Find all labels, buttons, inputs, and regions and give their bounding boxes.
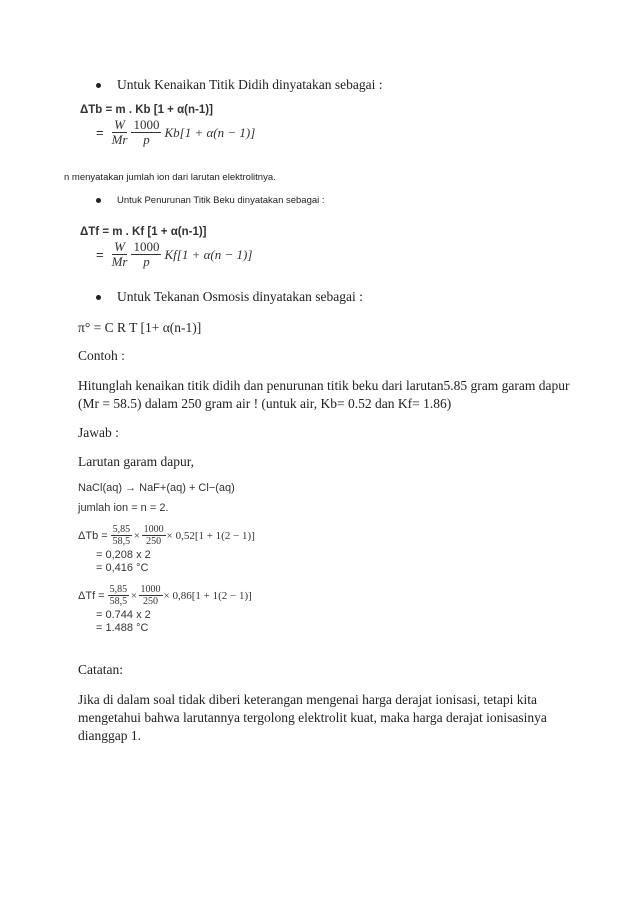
bullet-item-osmosis — [96, 289, 363, 305]
fraction-mass-mr — [111, 524, 133, 547]
catatan-heading: Catatan: — [78, 662, 123, 677]
fraction-w-mr — [110, 240, 130, 270]
bullet-item-penurunan — [96, 195, 325, 206]
larutan-text: Larutan garam dapur, — [78, 454, 195, 469]
tb-rest: × 0,52[1 + 1(2 − 1)] — [166, 529, 255, 542]
times-sign: × — [133, 529, 141, 542]
soal-line: (Mr = 58.5) dalam 250 gram air ! (untuk air, Kb= 0.52 dan Kf= 1.86) — [78, 396, 452, 411]
numerator: 1000 — [143, 524, 164, 535]
tb-label: ΔTb = — [78, 529, 108, 542]
denominator: 250 — [146, 536, 162, 547]
tb-calculation — [78, 524, 338, 547]
bracket-term: [1 + α(n − 1)] — [176, 246, 253, 262]
equation-line: ΔTf = m . Kf [1 + α(n-1)] — [80, 226, 207, 238]
kf-symbol: Kf — [164, 246, 177, 262]
numerator: 5,85 — [109, 584, 128, 595]
reaction-line: NaCl(aq) → NaF+(aq) + Cl−(aq) — [78, 482, 235, 494]
jawab-heading: Jawab : — [78, 425, 119, 440]
times-sign: × — [130, 589, 138, 602]
numerator: W — [114, 239, 125, 254]
note-line: mengetahui bahwa larutannya tergolong elektrolit kuat, maka harga derajat ionisasinya — [78, 710, 547, 725]
soal-line: Hitunglah kenaikan titik didih dan penurunan titik beku dari larutan5.85 gram garam dapur — [78, 378, 570, 393]
fraction-1000-250 — [139, 584, 163, 607]
numerator: 5,85 — [112, 524, 131, 535]
freezing-point-equation — [80, 226, 300, 270]
tb-result: = 0,416 °C — [96, 562, 149, 574]
numerator: 1000 — [133, 117, 160, 132]
tb-step: = 0,208 x 2 — [96, 549, 151, 561]
denominator: 58,5 — [112, 536, 131, 547]
denominator: 58,5 — [109, 596, 128, 607]
equation-fraction-line — [96, 240, 300, 270]
contoh-heading: Contoh : — [78, 348, 125, 363]
tf-label: ΔTf = — [78, 589, 105, 602]
tf-rest: × 0,86[1 + 1(2 − 1)] — [163, 589, 252, 602]
fraction-1000-250 — [142, 524, 166, 547]
denominator: Mr — [111, 254, 128, 270]
osmosis-formula: π° = C R T [1+ α(n-1)] — [78, 320, 202, 335]
fraction-1000-p — [131, 240, 161, 270]
bullet-icon — [96, 83, 101, 88]
equals-sign: = — [96, 247, 104, 263]
bullet-icon — [96, 198, 101, 203]
equals-sign: = — [96, 125, 104, 141]
numerator: 1000 — [133, 239, 160, 254]
bracket-term: [1 + α(n − 1)] — [179, 124, 256, 140]
numerator: W — [114, 117, 125, 132]
tf-step: = 0.744 x 2 — [96, 609, 151, 621]
tf-calculation — [78, 584, 338, 607]
boiling-point-equation — [80, 104, 300, 148]
tf-result: = 1.488 °C — [96, 622, 149, 634]
solution-block — [78, 482, 338, 634]
denominator: Mr — [111, 132, 128, 148]
equation-line: ΔTb = m . Kb [1 + α(n-1)] — [80, 104, 213, 116]
note-line: dianggap 1. — [78, 728, 141, 743]
soal-paragraph — [78, 377, 570, 413]
ion-count-line: jumlah ion = n = 2. — [78, 502, 169, 514]
denominator: 250 — [143, 596, 159, 607]
kb-symbol: Kb — [164, 124, 180, 140]
denominator: p — [143, 132, 150, 148]
bullet-text: Untuk Penurunan Titik Beku dinyatakan sebagai : — [117, 195, 325, 206]
n-note: n menyatakan jumlah ion dari larutan elektrolitnya. — [64, 172, 276, 183]
bullet-text: Untuk Kenaikan Titik Didih dinyatakan sebagai : — [117, 77, 383, 92]
denominator: p — [143, 254, 150, 270]
bullet-text: Untuk Tekanan Osmosis dinyatakan sebagai : — [117, 289, 363, 304]
note-line: Jika di dalam soal tidak diberi keterangan mengenai harga derajat ionisasi, tetapi kita — [78, 692, 537, 707]
fraction-1000-p — [131, 118, 161, 148]
bullet-icon — [96, 295, 101, 300]
fraction-mass-mr — [108, 584, 130, 607]
fraction-w-mr — [110, 118, 130, 148]
bullet-item-kenaikan — [96, 77, 382, 93]
note-paragraph — [78, 691, 547, 745]
numerator: 1000 — [140, 584, 161, 595]
equation-fraction-line — [96, 118, 300, 148]
